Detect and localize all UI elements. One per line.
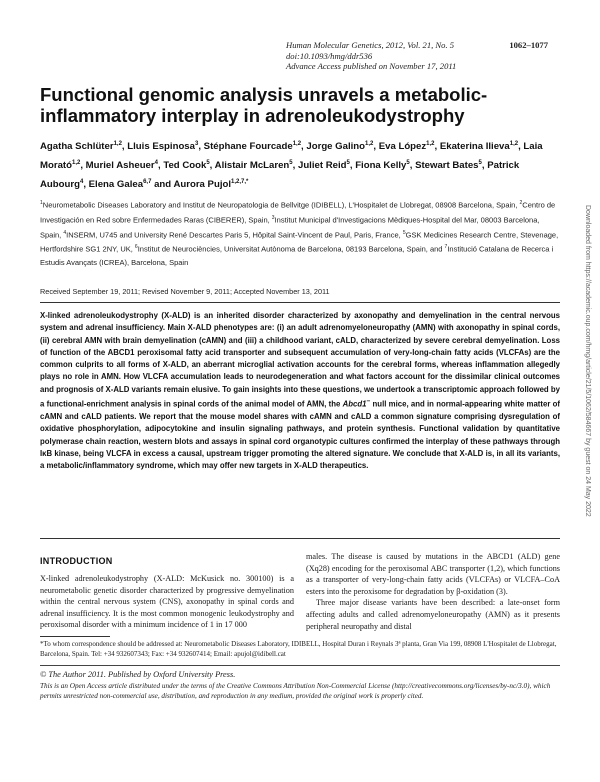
journal-header: [286, 40, 548, 72]
abstract-gene-sup: −: [366, 398, 371, 406]
author-name: Ekaterina Ilieva: [439, 141, 510, 153]
affiliation-number: 4: [63, 229, 67, 236]
abstract-gene: Abcd1: [342, 399, 367, 409]
author-name: Ted Cook: [163, 160, 207, 172]
affiliation-number: 1: [40, 200, 43, 206]
received-dates: Received September 19, 2011; Revised November 9, 2011; Accepted November 13, 2011: [40, 287, 330, 296]
intro-paragraph-2: Three major disease variants have been described: a late-onset form affecting adults and called adrenomyeloneuropathy (AMN) as it presents peripheral neuropathy and distal: [306, 598, 560, 631]
affiliation-text: Institut de Neurociències, Universitat Autònoma de Barcelona, 08193 Barcelona, Spain, and: [137, 244, 445, 254]
page-range: 1062–1077: [509, 40, 548, 50]
intro-paragraph-1: X-linked adrenoleukodystrophy (X-ALD: McKusick no. 300100) is a neurometabolic genetic disorder characterized by progressive demyelination within the central nervous system (CNS), axonopathy in spinal cords and adrenal insufficiency. It is the most common monogenic leukodystrophy and peroxisomal disorder with a minimum incidence of 1 in 17 000: [40, 574, 294, 630]
affiliation-text: GSK Medicines Research Centre, Stevenage, Hertfordshire SG1 2NY, UK,: [40, 230, 559, 254]
affiliation-number: 5: [402, 229, 406, 236]
author-name: Eva López: [378, 141, 427, 153]
article-title: Functional genomic analysis unravels a metabolic-inflammatory interplay in adrenoleukodystrophy: [40, 84, 488, 126]
affiliation-list: [40, 197, 560, 269]
author-name: Jorge Galino: [306, 141, 366, 153]
author-affiliation-marker: 5: [206, 160, 210, 167]
author-affiliation-marker: 6,7: [143, 179, 152, 186]
author-affiliation-marker: 5: [406, 160, 410, 167]
author-name: Stéphane Fourcade: [203, 141, 293, 153]
author-name: Agatha Schlüter: [40, 141, 114, 153]
author-affiliation-marker: 5: [289, 160, 293, 167]
author-affiliation-marker: 4: [154, 160, 158, 167]
author-name: Lluis Espinosa: [127, 141, 195, 153]
doi: doi:10.1093/hmg/ddr536: [286, 50, 373, 61]
affiliation-number: 7: [444, 244, 448, 251]
author-list: Agatha Schlüter$^{1,2}$, Lluis Espinosa$^3$, Stéphane Fourcade$^{1,2}$, Jorge Galino$^{1,2}$, Eva López$^{1,2}$, Ekaterina Ilieva$^{1,2}$, Laia Morató$^{1,2}$, Muriel Asheuer$^4$, Ted Cook$^5$, Alistair McLaren$^5$, Juliet Reid$^5$, Fiona Kelly$^5$, Stewart Bates$^5$, Patrick Aubourg$^4$, Elena Galea$^{6,7}$ and Aurora Pujol$^{1,2,7,*}$: [40, 141, 543, 191]
abstract: [40, 310, 560, 472]
copyright-line: © The Author 2011. Published by Oxford University Press.: [40, 670, 236, 679]
copyright-rule: [40, 665, 560, 666]
intro-right-column: [306, 551, 560, 632]
abstract-text-2: null mice, and in normal-appearing white matter of cAMN and cALD patients. We report that the mouse model shares with cAMN and cALD a common signature comprising dysregulation of oxidative phosphorylation, adipocytokine and insulin signaling pathways, and protein synthesis. Functional validation by quantitative polymerase chain reaction, western blots and assays in spinal cord organotypic cultures confirmed the interplay of these pathways through IκB kinase, being VLCFA in excess a causal, upstream trigger promoting the altered signature. We conclude that X-ALD is, in all its variants, a metabolic/inflammatory syndrome, which may offer new targets in X-ALD therapeutics.: [40, 399, 560, 471]
abstract-top-rule: [40, 302, 560, 303]
author-affiliation-marker: 5: [478, 160, 482, 167]
author-name: Juliet Reid: [297, 160, 347, 172]
author-name: Stewart Bates: [415, 160, 479, 172]
affiliation-text: Institut Municipal d'Investigacions Mèdiques-Hospital del Mar, 08003 Barcelona, Spain,: [40, 215, 540, 240]
author-affiliation-marker: 1,2: [509, 141, 519, 147]
author-name: Elena Galea: [88, 179, 144, 191]
abstract-text-1: X-linked adrenoleukodystrophy (X-ALD) is an inherited disorder characterized by axonopathy and demyelination in the central nervous system and adrenal insufficiency. Main X-ALD phenotypes are: (i) an adult adrenomyeloneuropathy (AMN) with axonopathy in spinal cords, (ii) cerebral AMN with brain demyelination (cAMN) and (iii) a childhood variant, cALD, characterized by severe cerebral demyelination. Loss of function of the ABCD1 peroxisomal fatty acid transporter and subsequent accumulation of very-long-chain fatty acids (VLCFAs) are the common culprits to all forms of X-ALD, an aberrant microglial activation accounts for the cerebral forms, whereas inflammation allegedly plays no role in AMN. How VLCFA accumulation leads to neurodegeneration and what factors account for the dissimilar clinical outcomes and prognosis of X-ALD variants remain elusive. To gain insights into these questions, we undertook a transcriptomic approach followed by a functional-enrichment analysis in spinal cords of the animal model of AMN, the: [40, 311, 560, 409]
author-name: Laia Morató: [40, 141, 543, 172]
author-name: Muriel Asheuer: [85, 160, 155, 172]
author-affiliation-marker: 3: [194, 141, 199, 147]
correspondence-footnote: *To whom correspondence should be addressed at: Neurometabolic Diseases Laboratory, IDIBELL, Hospital Duran i Reynals 3ª planta, Gran Via 199, 08908 L'Hospitalet de Llobregat, Barcelona, Spain. Tel: +34 932607343; Fax: +34 932607414; Email: apujol@idibell.cat: [40, 640, 557, 658]
advance-access: Advance Access published on November 17, 2011: [286, 61, 457, 72]
section-heading-introduction: INTRODUCTION: [40, 556, 113, 566]
footnote-rule: [40, 636, 110, 637]
intro-paragraph-1-cont: males. The disease is caused by mutations in the ABCD1 (ALD) gene (Xq28) encoding for the peroxisomal ABC transporter (1,2), which functions as a transporter of very-long-chain fatty acids (VLCFAs) or VLCFA–CoA esters into the peroxisome for degradation by β-oxidation (3).: [306, 552, 560, 596]
intro-left-column: [40, 573, 294, 631]
abstract-bottom-rule: [40, 538, 560, 539]
download-watermark: Downloaded from https://academic.oup.com/hmg/article/21/5/1062/584667 by guest on 24 May 2022: [584, 205, 591, 517]
author-affiliation-marker: 1,2: [426, 141, 435, 147]
author-affiliation-marker: 4: [79, 179, 84, 186]
copyright-notice: [40, 670, 560, 702]
affiliation-text: Institució Catalana de Recerca i Estudis Avançats (ICREA), Barcelona, Spain: [40, 244, 554, 268]
author-name: Fiona Kelly: [355, 160, 407, 172]
author-name: Patrick Aubourg: [40, 160, 520, 191]
affiliation-number: 2: [519, 200, 523, 206]
affiliation-text: Neurometabolic Diseases Laboratory and Institut de Neuropatologia de Bellvitge (IDIBELL), L'Hospitalet de Llobregat, 08908 Barcelona, Spain,: [42, 200, 520, 210]
affiliation-number: 6: [134, 244, 138, 251]
affiliation-text: INSERM, U745 and University René Descartes Paris 5, Hôpital Saint-Vincent de Paul, Paris, France,: [66, 230, 403, 240]
journal-citation: Human Molecular Genetics, 2012, Vol. 21, No. 5: [286, 40, 455, 50]
author-affiliation-marker: 5: [346, 160, 350, 167]
author-affiliation-marker: 1,2: [292, 141, 302, 147]
license-text: This is an Open Access article distributed under the terms of the Creative Commons Attribution Non-Commercial License (http://creativecommons.org/licenses/by-nc/3.0), which permits unrestricted non-commercial use, distribution, and reproduction in any medium, provided the original work is properly cited.: [40, 681, 551, 700]
author-affiliation-marker: 1,2,7,*: [231, 179, 249, 186]
author-affiliation-marker: 1,2: [113, 141, 122, 147]
author-name: Aurora Pujol: [173, 179, 232, 191]
author-affiliation-marker: 1,2: [365, 141, 374, 147]
affiliation-number: 3: [271, 214, 275, 221]
affiliation-text: Centro de Investigación en Red sobre Enfermedades Raras (CIBERER), Spain,: [40, 200, 556, 225]
author-name: Alistair McLaren: [214, 160, 290, 172]
author-affiliation-marker: 1,2: [71, 160, 81, 167]
